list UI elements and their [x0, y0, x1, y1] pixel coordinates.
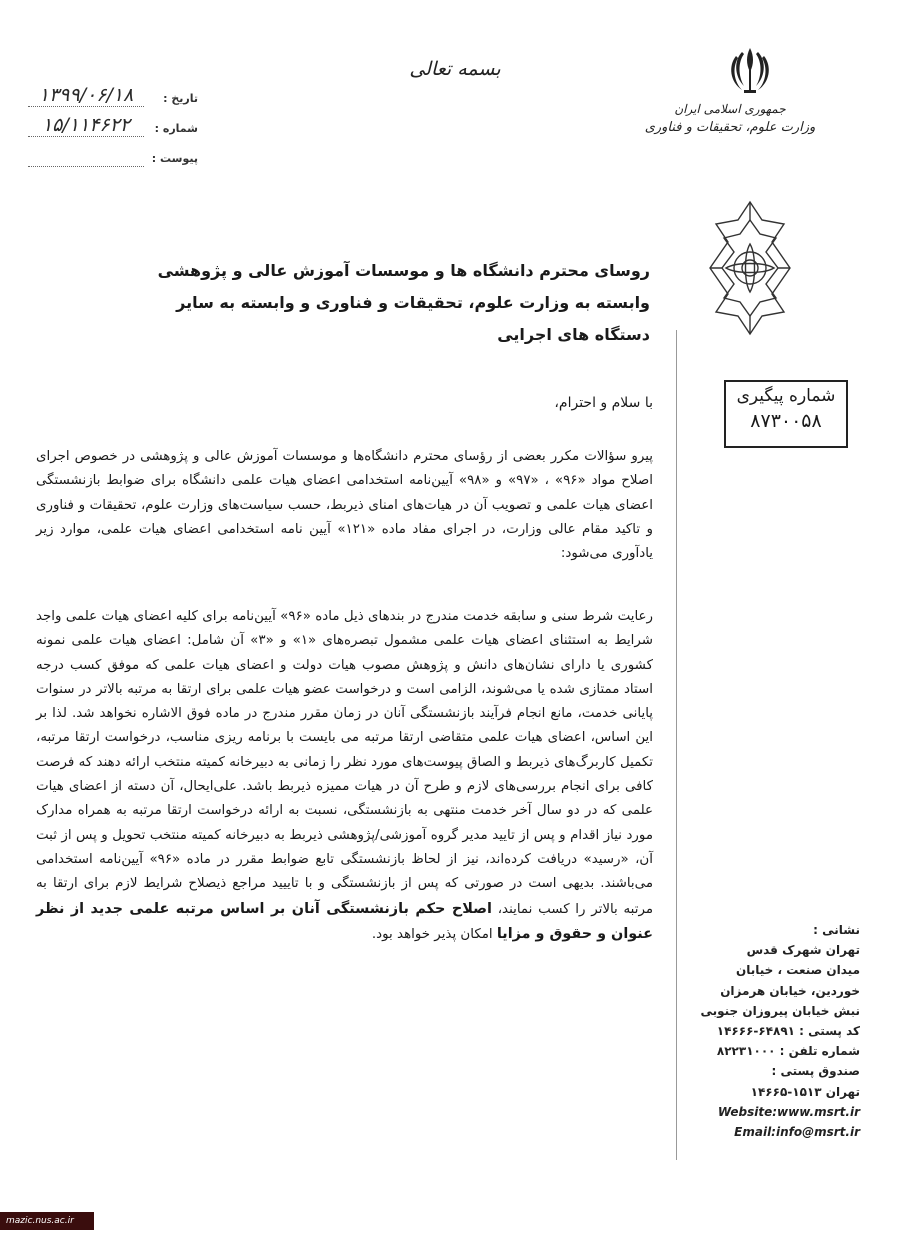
date-label: تاریخ : [163, 92, 198, 105]
po-box: تهران ۱۵۱۳-۱۴۶۶۵ [750, 1084, 860, 1099]
postal-code: کد پستی : ۶۴۸۹۱-۱۴۶۶۶ [716, 1024, 860, 1039]
ministry-address [700, 920, 860, 1142]
paragraph-2-main: رعایت شرط سنی و سابقه خدمت مندرج در بندهای ذیل ماده «۹۶» آیین‌نامه برای کلیه اعضای هیات علمی واجد شرایط به استثنای اعضای هیات علمی مشمول تبصره‌های «۱» و «۳» آن شامل: اعضای هیات علمی نمونه کشوری یا دارای نشان‌های دانش و پژوهش مصوب هیات دولت و اعضای هیات علمی که موفق کسب درجه استاد ممتازی شده یا می‌شوند، الزامی است و درخواست عضو هیات علمی برای ارتقا به مرتبه بالاتر در سنوات پایانی خدمت، مانع انجام فرآیند بازنشستگی آنان در زمان مقرر مندرج در ماده فوق الاشاره نخواهد شد. لذا بر این اساس، اعضای هیات علمی متقاضی ارتقا مرتبه می بایست با برنامه ریزی مناسب، درخواست ارتقا مرتبه، تکمیل کاربرگ‌های ذیربط و الصاق پیوست‌های مورد نظر را زمانی به دبیرخانه کمیته منتخب ارائه دهند که فرصت کافی برای انجام بررسی‌های لازم و طرح آن در هیات ممیزه ذیربط باشد. علی‌ایحال، آن دسته از اعضای هیات علمی که در دو سال آخر خدمت منتهی به بازنشستگی، نسبت به ارائه درخواست ارتقا مرتبه به همراه مدارک مورد نیاز اقدام و پس از تایید مدیر گروه آموزشی/پژوهشی ذیربط به دبیرخانه کمیته منتخب تحویل و پس از ثبت آن، «رسید» دریافت کرده‌اند، نیز از لحاظ بازنشستگی تابع ضوابط مقرر در ماده «۹۶» آیین‌نامه استخدامی می‌باشند. بدیهی است در صورتی که پس از بازنشستگی و با تاییید مراجع ذیصلاح شرایط لازم برای ارتقا به مرتبه بالاتر را کسب نمایند، [36, 609, 654, 917]
addressee-line-1: روسای محترم دانشگاه ها و موسسات آموزش عالی و پژوهشی [157, 261, 650, 280]
paragraph-2 [36, 605, 653, 947]
tracking-number: ۸۷۳۰۰۵۸ [750, 410, 822, 432]
iran-emblem-icon [722, 42, 778, 98]
number-value: ۱۵/۱۱۴۶۲۲ [28, 114, 144, 137]
basmala-heading: بسمه تعالی [409, 58, 501, 80]
attachment-label: پیوست : [151, 152, 198, 165]
tracking-number-box [724, 380, 848, 448]
addressee-line-2: وابسته به وزارت علوم، تحقیقات و فناوری و وابسته به سایر دستگاه های اجرایی [176, 293, 650, 344]
address-line-3: خوردین، خیابان هرمزان [720, 983, 860, 998]
number-label: شماره : [154, 122, 198, 135]
date-row [28, 84, 198, 114]
address-line-1: تهران شهرک قدس [746, 943, 860, 958]
ornament-decoration [700, 198, 800, 338]
greeting: با سلام و احترام، [554, 395, 653, 411]
date-value: ۱۳۹۹/۰۶/۱۸ [28, 84, 144, 107]
addressee [130, 255, 650, 351]
address-line-2: میدان صنعت ، خیابان [736, 963, 860, 978]
po-box-title: صندوق پستی : [771, 1064, 860, 1079]
column-divider [676, 330, 677, 1160]
paragraph-2-emphasis: اصلاح حکم بازنشستگی آنان بر اساس مرتبه علمی جدید از نظر عنوان و حقوق و مزایا [36, 900, 653, 942]
address-line-4: نبش خیابان پیروزان جنوبی [700, 1003, 860, 1018]
attachment-row [28, 144, 198, 174]
attachment-value [28, 144, 144, 167]
ministry-title: وزارت علوم، تحقیقات و فناوری [644, 120, 816, 135]
email: Email:info@msrt.ir [734, 1125, 860, 1140]
address-title: نشانی : [813, 923, 860, 937]
republic-title: جمهوری اسلامی ایران [674, 102, 786, 116]
source-badge: mazic.nus.ac.ir [0, 1212, 94, 1230]
number-row [28, 114, 198, 144]
phone-number: شماره تلفن : ۸۲۲۳۱۰۰۰ [716, 1044, 860, 1059]
paragraph-2-end: امکان پذیر خواهد بود. [371, 926, 493, 942]
paragraph-1: پیرو سؤالات مکرر بعضی از رؤسای محترم دانشگاه‌ها و موسسات آموزش عالی و پژوهشی در خصوص اجرای اصلاح مواد «۹۶» ، «۹۷» و «۹۸» آیین‌نامه استخدامی اعضای هیات علمی دانشگاه برای ضوابط بازنشستگی اعضای هیات علمی و تصویب آن در هیات‌های امنای ذیربط، حسب سیاست‌های وزارت علوم، تحقیقات و فناوری و تاکید مقام عالی وزارت، در اجرای مفاد ماده «۱۲۱» آیین نامه استخدامی اعضای هیات علمی، موارد زیر یادآوری می‌شود: [36, 449, 653, 562]
website: Website:www.msrt.ir [717, 1104, 860, 1119]
letter-meta [28, 84, 198, 174]
tracking-label: شماره پیگیری [736, 386, 836, 406]
ministry-name [640, 102, 820, 135]
